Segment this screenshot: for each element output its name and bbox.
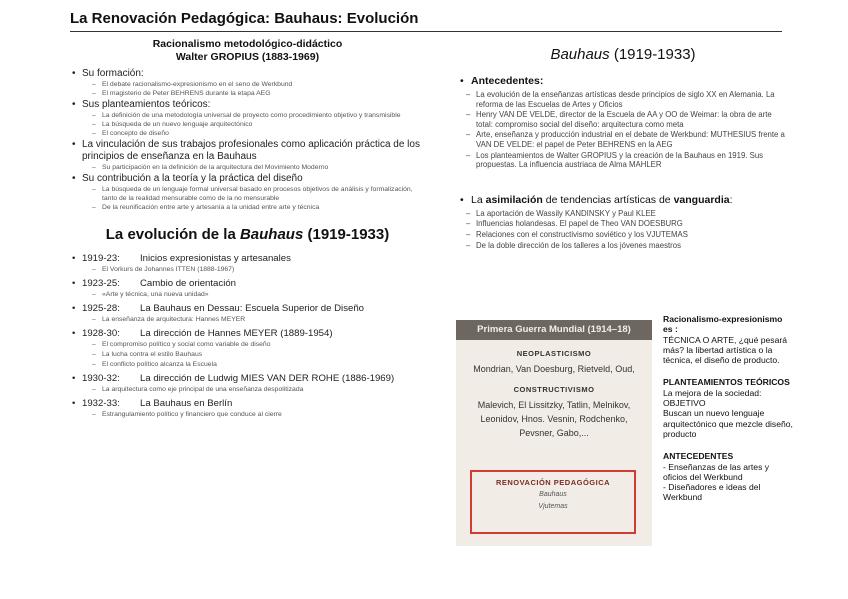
evolution-heading-prefix: La evolución de la	[105, 226, 240, 243]
list-item-label: Su contribución a la teoría y la práctica del diseño	[82, 173, 303, 184]
asimilacion-end: :	[729, 193, 733, 206]
gropius-heading-line1: Racionalismo metodológico-didáctico	[152, 38, 343, 50]
antecedente-item: – Arte, enseñanza y producción industrial en el debate de Werkbund: MUTHESIUS frente a VAN DE VELDE: el papel de Peter BEHRENS en la AEG	[458, 130, 788, 149]
sub-item: – La definición de una metodología universal de proyecto como procedimiento objetivo y transmisible	[82, 111, 425, 120]
gropius-heading	[70, 38, 425, 64]
note-racionalismo	[663, 314, 793, 365]
note-text: - Diseñadores e ideas del Werkbund	[663, 482, 761, 503]
panel-header: Primera Guerra Mundial (1914–18)	[456, 320, 652, 340]
list-item-label: La vinculación de sus trabajos profesionales como aplicación práctica de los principios de enseñanza en la Bauhaus	[82, 139, 420, 162]
box-line1: Bauhaus	[539, 491, 567, 498]
antecedente-item: – La evolución de la enseñanzas artísticas desde principios de siglo XX en Alemania. La reforma de las Escuelas de Artes y Oficios	[458, 90, 788, 109]
group-text: Mondrian, Van Doesburg, Rietveld, Oud,	[473, 364, 635, 374]
evolution-text: La Bauhaus en Dessau: Escuela Superior de Diseño	[140, 303, 364, 314]
evolution-text: La dirección de Ludwig MIES VAN DER ROHE (1886-1969)	[140, 373, 395, 384]
evolution-years: 1930-32:	[82, 373, 120, 384]
evolution-years: 1928-30:	[82, 328, 120, 339]
evolution-item	[70, 328, 425, 370]
evolution-heading-suffix: (1919-1933)	[303, 226, 390, 243]
note-text: TÉCNICA O ARTE, ¿qué pesará más? la libertad artística o la técnica, el diseño de producto.	[663, 334, 788, 366]
asimilacion-mid: de tendencias artísticas de	[542, 193, 674, 206]
asimilacion-pre: La	[471, 193, 486, 206]
list-item	[70, 68, 425, 98]
bauhaus-title	[458, 46, 788, 63]
evolution-text: Inicios expresionistas y artesanales	[140, 253, 291, 264]
sub-item: – Estrangulamiento político y financiero que conduce al cierre	[82, 410, 425, 420]
antecedentes-label: Antecedentes:	[471, 75, 544, 87]
group-title: CONSTRUCTIVISMO	[513, 385, 595, 394]
sub-item: – El Vorkurs de Johannes ITTEN (1888-1967)	[82, 265, 425, 275]
renovacion-box	[470, 470, 636, 534]
evolution-heading	[70, 226, 425, 243]
right-column	[458, 46, 788, 251]
sub-item: – El debate racionalismo-expresionismo en el seno de Werkbund	[82, 80, 425, 89]
antecedente-item: – Los planteamientos de Walter GROPIUS y la creación de la Bauhaus en 1919. Sus propuestas. La influencia austriaca de Alma MAHLER	[458, 151, 788, 170]
note-text: Buscan un nuevo lenguaje arquitectónico que mezcle diseño, producto	[663, 408, 793, 439]
sub-item: – La búsqueda de un nuevo lenguaje arquitectónico	[82, 120, 425, 129]
antecedentes-list	[458, 90, 788, 170]
note-heading: PLANTEAMIENTOS TEÓRICOS	[663, 377, 790, 388]
note-heading: ANTECEDENTES	[663, 451, 734, 462]
evolution-item	[70, 398, 425, 420]
evolution-years: 1919-23:	[82, 253, 120, 264]
evolution-item	[70, 278, 425, 300]
note-text: La mejora de la sociedad:	[663, 387, 762, 398]
bauhaus-title-em: Bauhaus	[550, 46, 610, 63]
list-item-label: Sus planteamientos teóricos:	[82, 99, 211, 110]
title-divider	[70, 31, 782, 32]
sub-item: – De la reunificación entre arte y artesanía a la unidad entre arte y técnica	[82, 203, 425, 212]
antecedente-item: – Henry VAN DE VELDE, director de la Escuela de AA y OO de Weimar: la obra de arte total: compromiso social del diseño: arquitectura como meta	[458, 110, 788, 129]
asimilacion-item: – Relaciones con el constructivismo soviético y los VJUTEMAS	[458, 230, 788, 240]
antecedentes-heading	[458, 75, 788, 88]
group-text: Malevich, El Lissitzky, Tatlin, Melnikov, Leonidov, Hnos. Vesnin, Rodchenko, Pevsner, Gabo,...	[477, 400, 631, 438]
evolution-years: 1932-33:	[82, 398, 120, 409]
note-heading: Racionalismo-expresionismo es :	[663, 314, 783, 335]
sub-item: – La enseñanza de arquitectura: Hannes MEYER	[82, 315, 425, 325]
evolution-item	[70, 253, 425, 275]
list-item	[70, 139, 425, 172]
asimilacion-item: – La aportación de Wassily KANDINSKY y Paul KLEE	[458, 209, 788, 219]
gropius-heading-line2: Walter GROPIUS (1883-1969)	[175, 51, 320, 63]
sub-item: – «Arte y técnica, una nueva unidad»	[82, 290, 425, 300]
box-title: RENOVACIÓN PEDAGÓGICA	[495, 478, 611, 487]
evolution-text: La Bauhaus en Berlín	[140, 398, 233, 409]
note-planteamientos	[663, 377, 793, 439]
evolution-years: 1925-28:	[82, 303, 120, 314]
asimilacion-item: – Influencias holandesas. El papel de Theo VAN DOESBURG	[458, 219, 788, 229]
sub-item: – La lucha contra el estilo Bauhaus	[82, 350, 425, 360]
asimilacion-bold2: vanguardia	[673, 193, 730, 206]
left-column	[70, 38, 425, 420]
evolution-years: 1923-25:	[82, 278, 120, 289]
sub-item: – La búsqueda de un lenguaje formal universal basado en procesos objetivos de análisis y formalización, tanto de la realidad mensurable como de la no mensurable	[82, 185, 425, 203]
neoplasticismo-group	[456, 349, 652, 376]
note-text: - Enseñanzas de las artes y oficios del Werkbund	[663, 461, 770, 482]
page-title: La Renovación Pedagógica: Bauhaus: Evolución	[70, 10, 419, 27]
note-text: OBJETIVO	[663, 398, 706, 409]
bauhaus-title-rest: (1919-1933)	[609, 46, 696, 63]
gropius-list	[70, 68, 425, 212]
timeline-panel	[456, 320, 652, 546]
sub-item: – Su participación en la definición de la arquitectura del Movimiento Moderno	[82, 163, 425, 172]
evolution-item	[70, 373, 425, 395]
group-title: NEOPLASTICISMO	[516, 349, 592, 358]
box-line2: Vjutemas	[538, 503, 568, 510]
evolution-text: La dirección de Hannes MEYER (1889-1954)	[140, 328, 333, 339]
evolution-heading-em: Bauhaus	[239, 226, 304, 243]
sub-item: – El concepto de diseño	[82, 129, 425, 138]
asimilacion-heading	[458, 194, 788, 207]
evolution-text: Cambio de orientación	[140, 278, 236, 289]
asimilacion-list	[458, 209, 788, 250]
sub-item: – El compromiso político y social como variable de diseño	[82, 340, 425, 350]
constructivismo-group	[456, 385, 652, 440]
list-item	[70, 173, 425, 212]
evolution-item	[70, 303, 425, 325]
sub-item: – La arquitectura como eje principal de una enseñanza despolitizada	[82, 385, 425, 395]
evolution-list	[70, 253, 425, 420]
sub-item: – El magisterio de Peter BEHRENS durante la etapa AEG	[82, 89, 425, 98]
sub-item: – El conflicto político alcanza la Escuela	[82, 360, 425, 370]
list-item	[70, 99, 425, 138]
asimilacion-item: – De la doble dirección de los talleres a los jóvenes maestros	[458, 241, 788, 251]
note-antecedentes	[663, 451, 793, 502]
side-notes	[663, 314, 793, 515]
asimilacion-bold1: asimilación	[485, 193, 543, 206]
list-item-label: Su formación:	[82, 68, 144, 79]
